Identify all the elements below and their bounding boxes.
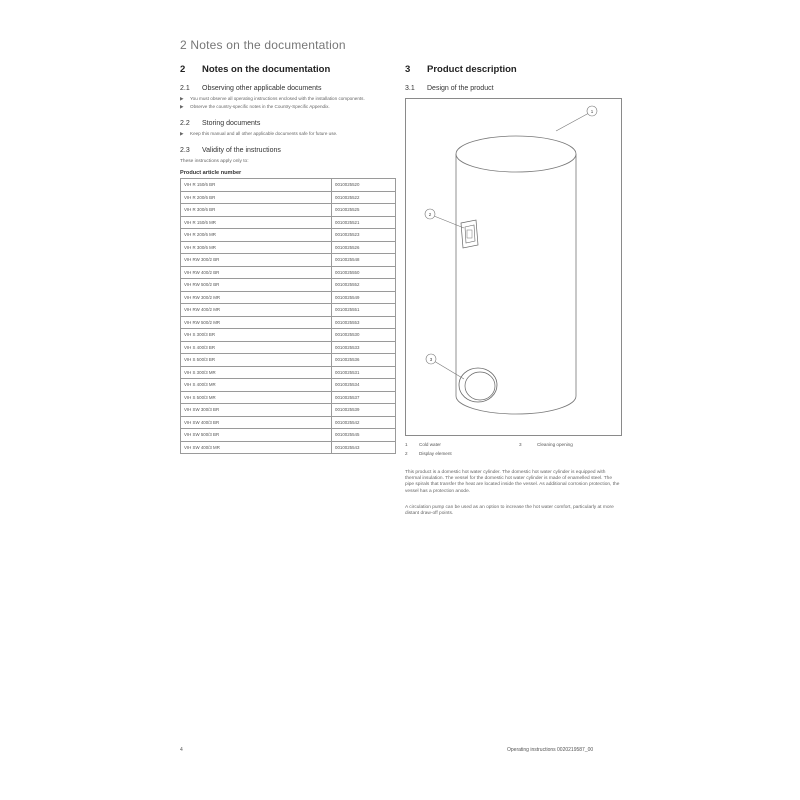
product-name-cell: VIH S 400/3 MR bbox=[181, 379, 332, 392]
product-name-cell: VIH R 300/6 MR bbox=[181, 241, 332, 254]
product-name-cell: VIH RW 400/2 BR bbox=[181, 266, 332, 279]
article-number-cell: 0010025534 bbox=[332, 379, 396, 392]
product-name-cell: VIH S 300/3 BR bbox=[181, 329, 332, 342]
product-name-cell: VIH S 300/3 MR bbox=[181, 366, 332, 379]
subsection-number: 3.1 bbox=[405, 85, 415, 92]
subsection-title: Storing documents bbox=[202, 120, 261, 127]
bullet-icon: ▶ bbox=[180, 96, 184, 101]
table-row bbox=[181, 441, 396, 454]
article-number-cell: 0010025551 bbox=[332, 304, 396, 317]
display-element bbox=[461, 220, 478, 248]
callout-1-label: 1 bbox=[590, 109, 594, 114]
article-number-cell: 0010025539 bbox=[332, 404, 396, 417]
article-number-cell: 0010025553 bbox=[332, 316, 396, 329]
table-row bbox=[181, 254, 396, 267]
product-name-cell: VIH R 300/6 BR bbox=[181, 204, 332, 217]
article-number-cell: 0010025549 bbox=[332, 291, 396, 304]
table-row bbox=[181, 416, 396, 429]
table-row bbox=[181, 241, 396, 254]
table-row bbox=[181, 204, 396, 217]
subsection-number: 2.3 bbox=[180, 147, 190, 154]
table-row bbox=[181, 391, 396, 404]
product-name-cell: VIH RW 400/2 MR bbox=[181, 304, 332, 317]
article-number-cell: 0010025530 bbox=[332, 329, 396, 342]
product-name-cell: VIH S 500/3 BR bbox=[181, 354, 332, 367]
product-name-cell: VIH R 200/6 BR bbox=[181, 191, 332, 204]
left-column bbox=[180, 64, 396, 454]
article-number-cell: 0010025520 bbox=[332, 179, 396, 192]
product-name-cell: VIH SW 400/3 MR bbox=[181, 441, 332, 454]
product-table bbox=[180, 178, 396, 454]
callout-3-label: 3 bbox=[429, 357, 433, 362]
table-row bbox=[181, 329, 396, 342]
running-header: 2 Notes on the documentation bbox=[180, 38, 346, 52]
callout-2-label: 2 bbox=[428, 212, 432, 217]
table-row bbox=[181, 429, 396, 442]
product-figure bbox=[405, 98, 622, 436]
article-number-cell: 0010025521 bbox=[332, 216, 396, 229]
table-caption: Product article number bbox=[180, 170, 242, 176]
product-name-cell: VIH S 400/3 BR bbox=[181, 341, 332, 354]
table-row bbox=[181, 379, 396, 392]
product-name-cell: VIH RW 500/2 BR bbox=[181, 279, 332, 292]
bullet-icon: ▶ bbox=[180, 131, 184, 136]
product-name-cell: VIH RW 500/2 MR bbox=[181, 316, 332, 329]
table-row bbox=[181, 291, 396, 304]
product-name-cell: VIH S 500/3 MR bbox=[181, 391, 332, 404]
table-row bbox=[181, 404, 396, 417]
footer-doc-id: Operating instructions 0020219587_00 bbox=[507, 747, 594, 753]
right-column bbox=[405, 64, 622, 517]
list-item: ▶ You must observe all operating instructions enclosed with the installation components. bbox=[180, 96, 365, 101]
product-name-cell: VIH RW 300/2 MR bbox=[181, 291, 332, 304]
bullet-list bbox=[180, 96, 396, 110]
product-name-cell: VIH R 150/6 MR bbox=[181, 216, 332, 229]
bullet-list bbox=[180, 131, 396, 137]
description-paragraph: This product is a domestic hot water cylinder. The domestic hot water cylinder is equipped with thermal insulation. The vessel for the domestic hot water cylinder is made of enamelled steel. The pipe spirals that transfer the heat are located inside the vessel. As additional corrosion protection, the vessel has a protection anode. bbox=[405, 470, 620, 494]
list-item: ▶ Keep this manual and all other applicable documents safe for future use. bbox=[180, 131, 338, 136]
subsection-2-2-heading bbox=[180, 120, 396, 127]
product-name-cell: VIH SW 400/3 BR bbox=[181, 416, 332, 429]
product-name-cell: VIH RW 300/2 BR bbox=[181, 254, 332, 267]
article-number-cell: 0010025522 bbox=[332, 191, 396, 204]
subsection-number: 2.1 bbox=[180, 85, 190, 92]
article-number-cell: 0010025531 bbox=[332, 366, 396, 379]
article-number-cell: 0010025525 bbox=[332, 204, 396, 217]
subsection-number: 2.2 bbox=[180, 120, 190, 127]
cylinder-top bbox=[456, 136, 576, 172]
article-number-cell: 0010025523 bbox=[332, 229, 396, 242]
subsection-2-3-heading bbox=[180, 147, 396, 154]
bullet-icon: ▶ bbox=[180, 104, 184, 109]
list-item: ▶ Observe the country-specific notes in the Country-Specific Appendix. bbox=[180, 104, 330, 109]
article-number-cell: 0010025526 bbox=[332, 241, 396, 254]
product-name-cell: VIH SW 500/3 BR bbox=[181, 429, 332, 442]
subsection-2-1-heading bbox=[180, 85, 396, 92]
subsection-title: Observing other applicable documents bbox=[202, 85, 322, 92]
legend-row: 2 Display element bbox=[405, 451, 452, 456]
product-name-cell: VIH R 150/6 BR bbox=[181, 179, 332, 192]
table-row bbox=[181, 304, 396, 317]
article-number-cell: 0010025537 bbox=[332, 391, 396, 404]
table-row bbox=[181, 366, 396, 379]
product-name-cell: VIH R 200/6 MR bbox=[181, 229, 332, 242]
article-number-cell: 0010025536 bbox=[332, 354, 396, 367]
table-row bbox=[181, 216, 396, 229]
page-number: 4 bbox=[180, 747, 183, 753]
validity-intro: These instructions apply only to: bbox=[180, 159, 249, 164]
section-number: 2 bbox=[180, 64, 186, 75]
subsection-3-1-heading bbox=[405, 85, 622, 92]
table-row bbox=[181, 229, 396, 242]
subsection-title: Design of the product bbox=[427, 85, 494, 92]
table-row bbox=[181, 279, 396, 292]
table-row bbox=[181, 316, 396, 329]
table-row bbox=[181, 266, 396, 279]
section-2-heading bbox=[180, 64, 396, 75]
article-number-cell: 0010025550 bbox=[332, 266, 396, 279]
cleaning-opening bbox=[459, 368, 497, 402]
table-row bbox=[181, 341, 396, 354]
article-number-cell: 0010025542 bbox=[332, 416, 396, 429]
article-number-cell: 0010025543 bbox=[332, 441, 396, 454]
figure-legend bbox=[405, 442, 622, 460]
table-row bbox=[181, 354, 396, 367]
product-name-cell: VIH SW 300/3 BR bbox=[181, 404, 332, 417]
table-row bbox=[181, 179, 396, 192]
section-title: Product description bbox=[427, 64, 517, 75]
article-number-cell: 0010025548 bbox=[332, 254, 396, 267]
table-row bbox=[181, 191, 396, 204]
cylinder-illustration bbox=[406, 99, 623, 437]
article-number-cell: 0010025533 bbox=[332, 341, 396, 354]
article-number-cell: 0010025545 bbox=[332, 429, 396, 442]
article-number-cell: 0010025552 bbox=[332, 279, 396, 292]
section-3-heading bbox=[405, 64, 622, 75]
circulation-paragraph: A circulation pump can be used as an option to increase the hot water comfort, particularly at more distant draw-off points. bbox=[405, 504, 614, 517]
section-title: Notes on the documentation bbox=[202, 64, 331, 75]
subsection-title: Validity of the instructions bbox=[202, 147, 281, 154]
section-number: 3 bbox=[405, 64, 411, 75]
legend-row: 1 Cold water 3 Cleaning opening bbox=[405, 442, 573, 447]
